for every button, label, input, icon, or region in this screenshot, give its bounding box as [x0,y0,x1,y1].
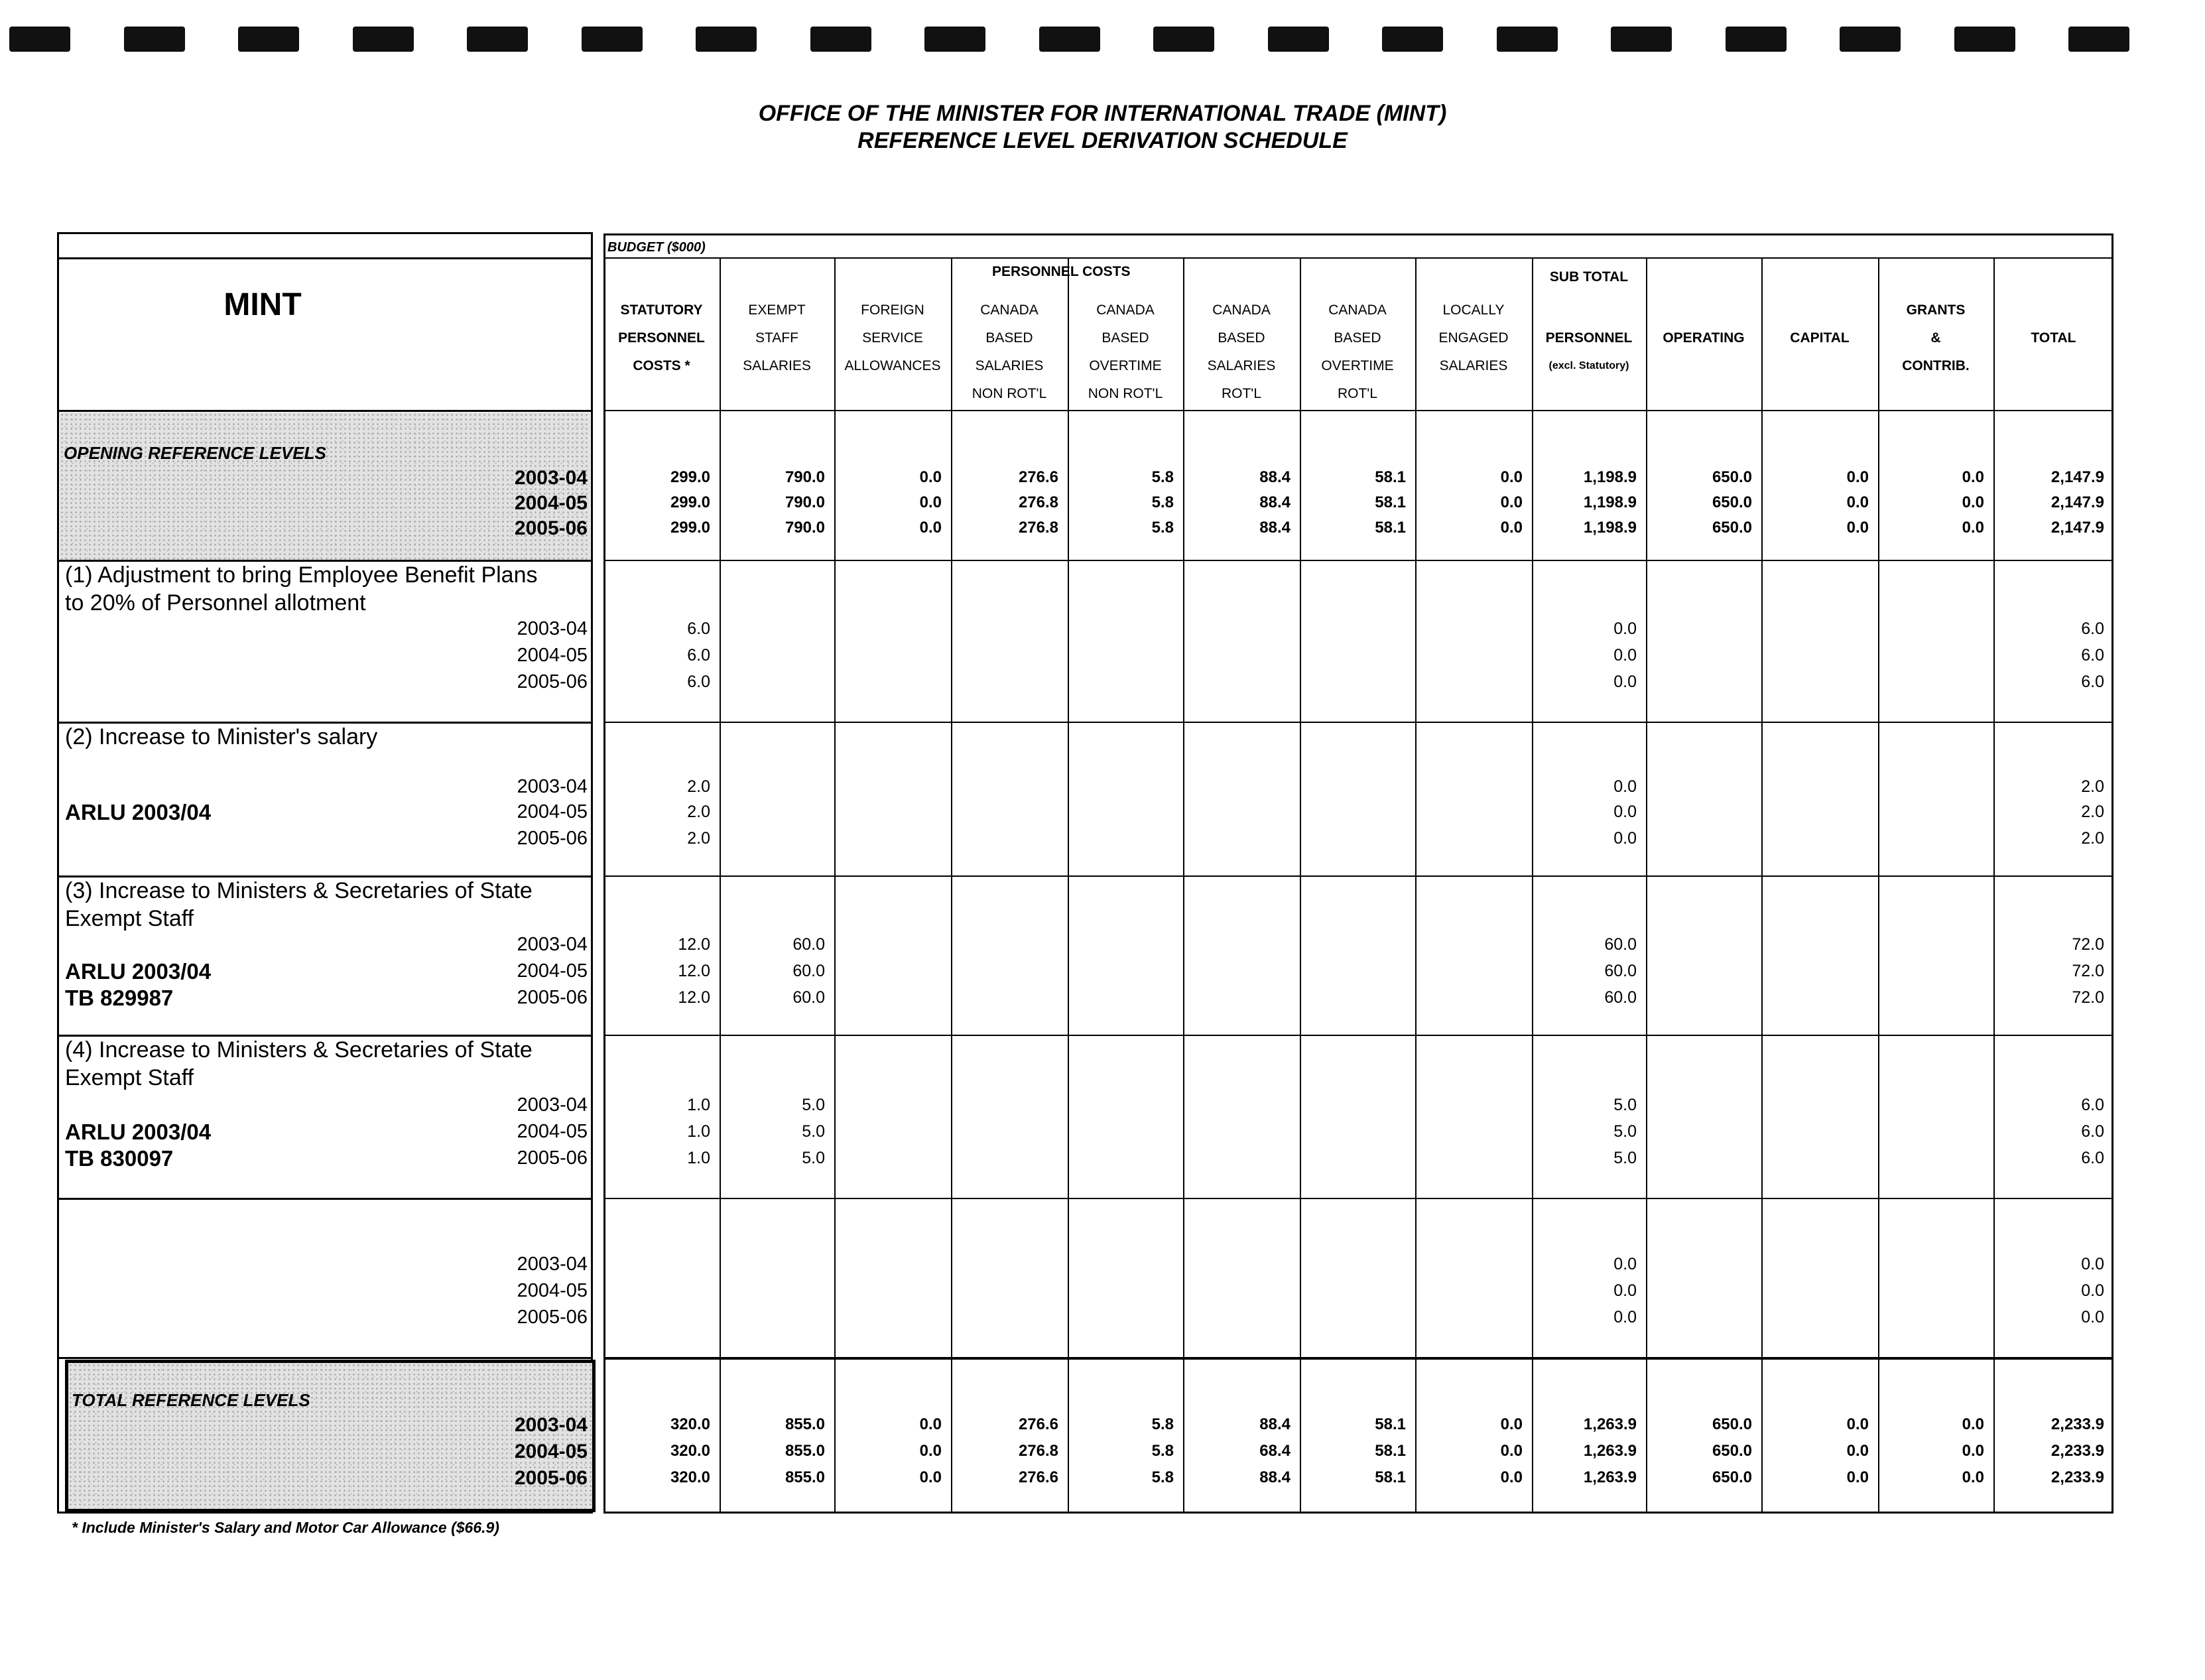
column-header-line: SUB TOTAL [1549,269,1629,285]
opening-cell: 650.0 [1712,493,1752,511]
total-cell: 0.0 [919,1442,942,1460]
adjustment-year: 2004-05 [517,801,588,822]
total-cell: 650.0 [1712,1415,1752,1433]
punch-hole [1153,27,1214,52]
total-cell: 0.0 [1962,1442,1984,1460]
total-cell: 58.1 [1375,1468,1406,1486]
divider [57,410,593,412]
punch-hole [810,27,871,52]
total-cell: 2,233.9 [2050,1415,2104,1433]
opening-cell: 0.0 [919,493,942,511]
opening-cell: 790.0 [785,468,825,486]
column-header-line: BASED [1334,330,1381,346]
opening-cell: 1,198.9 [1583,493,1637,511]
adjustment-year: 2003-04 [517,618,588,639]
organization-name: MINT [223,287,302,322]
opening-cell: 2,147.9 [2050,468,2104,486]
column-header-line: EXEMPT [748,302,806,318]
punch-hole [9,27,70,52]
punch-hole [1497,27,1558,52]
adjustment-cell: 0.0 [1613,646,1637,665]
row-rule [603,560,2113,561]
adjustment-cell: 0.0 [1613,803,1637,821]
adjustment-title: (1) Adjustment to bring Employee Benefit Plans [65,562,538,588]
personnel-costs-label: PERSONNEL COSTS [992,264,1131,279]
column-header-line: CANADA [1212,302,1271,318]
adjustment-cell: 60.0 [792,962,825,980]
opening-cell: 5.8 [1151,493,1174,511]
adjustment-title: Exempt Staff [65,1065,194,1090]
column-header-line: ENGAGED [1438,330,1509,346]
opening-cell: 0.0 [919,519,942,537]
total-cell: 0.0 [1500,1468,1523,1486]
total-cell: 276.6 [1018,1468,1058,1486]
opening-year: 2005-06 [514,517,588,539]
total-cell: 5.8 [1151,1468,1174,1486]
adjustment-cell: 5.0 [1613,1149,1637,1167]
reference-tag: ARLU 2003/04 [65,959,212,984]
column-rule [1878,259,1879,1512]
column-header-line: OPERATING [1663,330,1745,346]
adjustment-year: 2004-05 [517,1280,588,1301]
adjustment-cell: 12.0 [678,935,710,954]
total-cell: 5.8 [1151,1415,1174,1433]
column-header-line: OVERTIME [1089,358,1162,373]
adjustment-cell: 0.0 [1613,1255,1637,1273]
column-header-line: & [1930,330,1941,346]
column-header-line: CANADA [1328,302,1387,318]
opening-cell: 58.1 [1375,493,1406,511]
row-rule [603,722,2113,723]
total-cell: 88.4 [1259,1415,1291,1433]
adjustment-cell: 6.0 [687,673,710,691]
adjustment-cell: 6.0 [2081,646,2104,665]
adjustment-title: Exempt Staff [65,906,194,931]
opening-cell: 0.0 [1500,468,1523,486]
column-header-line: CAPITAL [1790,330,1850,346]
adjustment-cell: 0.0 [1613,777,1637,796]
column-rule [720,259,721,1512]
adjustment-cell: 6.0 [687,619,710,638]
adjustment-cell: 0.0 [2081,1308,2104,1326]
opening-cell: 0.0 [919,468,942,486]
column-header-line: SERVICE [862,330,923,346]
total-cell: 1,263.9 [1583,1468,1637,1486]
opening-cell: 276.6 [1018,468,1058,486]
adjustment-cell: 0.0 [1613,1308,1637,1326]
opening-cell: 88.4 [1259,493,1291,511]
adjustment-cell: 1.0 [687,1149,710,1167]
column-header-line: OVERTIME [1321,358,1394,373]
adjustment-year: 2003-04 [517,776,588,797]
adjustment-year: 2003-04 [517,934,588,955]
adjustment-cell: 60.0 [1604,935,1637,954]
column-header-line: SALARIES [975,358,1044,373]
column-header-line: PERSONNEL [618,330,705,346]
document-title: OFFICE OF THE MINISTER FOR INTERNATIONAL TRADE (MINT) [758,101,1447,126]
opening-cell: 5.8 [1151,519,1174,537]
punch-hole [1726,27,1787,52]
adjustment-year: 2005-06 [517,987,588,1008]
opening-cell: 2,147.9 [2050,519,2104,537]
column-header-line: NON ROT'L [1088,386,1163,401]
total-cell: 855.0 [785,1442,825,1460]
total-cell: 5.8 [1151,1442,1174,1460]
adjustment-cell: 0.0 [1613,673,1637,691]
total-cell: 0.0 [919,1415,942,1433]
total-cell: 650.0 [1712,1442,1752,1460]
total-cell: 2,233.9 [2050,1442,2104,1460]
total-cell: 0.0 [919,1468,942,1486]
column-rule [1183,259,1184,1512]
opening-cell: 0.0 [1846,519,1869,537]
adjustment-cell: 5.0 [802,1122,825,1141]
opening-cell: 299.0 [670,468,710,486]
adjustment-cell: 60.0 [792,988,825,1007]
adjustment-title: (2) Increase to Minister's salary [65,724,378,749]
column-rule [834,259,836,1512]
adjustment-year: 2004-05 [517,1121,588,1142]
column-header-line: PERSONNEL [1545,330,1633,346]
total-reference-levels-label: TOTAL REFERENCE LEVELS [72,1390,310,1410]
divider [57,1357,593,1359]
reference-tag: ARLU 2003/04 [65,1120,212,1144]
total-year: 2003-04 [514,1414,588,1436]
adjustment-year: 2004-05 [517,960,588,982]
punch-hole [124,27,185,52]
column-rule [1761,259,1763,1512]
opening-cell: 88.4 [1259,468,1291,486]
total-cell: 1,263.9 [1583,1415,1637,1433]
adjustment-cell: 6.0 [2081,1149,2104,1167]
opening-cell: 0.0 [1846,468,1869,486]
adjustment-cell: 0.0 [1613,619,1637,638]
opening-cell: 276.8 [1018,493,1058,511]
opening-cell: 2,147.9 [2050,493,2104,511]
total-cell: 320.0 [670,1415,710,1433]
column-header-line: BASED [1102,330,1149,346]
column-header-line: STATUTORY [620,302,703,318]
total-cell: 320.0 [670,1468,710,1486]
opening-cell: 0.0 [1962,468,1984,486]
column-rule [951,259,952,1512]
adjustment-cell: 60.0 [792,935,825,954]
row-rule [603,257,2113,259]
column-header-line: ALLOWANCES [844,358,941,373]
column-header-line: FOREIGN [861,302,924,318]
opening-cell: 276.8 [1018,519,1058,537]
footnote: * Include Minister's Salary and Motor Car Allowance ($66.9) [72,1519,499,1536]
adjustment-cell: 72.0 [2072,935,2104,954]
punch-hole [1840,27,1901,52]
budget-grid [603,233,2113,1514]
total-cell: 650.0 [1712,1468,1752,1486]
punch-hole [1382,27,1443,52]
punch-hole [696,27,757,52]
opening-cell: 58.1 [1375,468,1406,486]
total-cell: 855.0 [785,1468,825,1486]
opening-year: 2004-05 [514,492,588,514]
opening-cell: 650.0 [1712,519,1752,537]
column-header-line: SALARIES [1207,358,1276,373]
adjustment-cell: 0.0 [1613,829,1637,848]
reference-tag: TB 829987 [65,986,174,1010]
adjustment-cell: 5.0 [1613,1096,1637,1114]
opening-cell: 1,198.9 [1583,468,1637,486]
column-header-line: CANADA [1096,302,1155,318]
adjustment-cell: 1.0 [687,1096,710,1114]
row-rule [603,1357,2113,1360]
punch-hole [467,27,528,52]
row-rule [603,1035,2113,1036]
adjustment-cell: 72.0 [2072,988,2104,1007]
opening-cell: 0.0 [1500,519,1523,537]
total-cell: 0.0 [1962,1415,1984,1433]
opening-cell: 1,198.9 [1583,519,1637,537]
total-year: 2004-05 [514,1441,588,1462]
adjustment-cell: 5.0 [1613,1122,1637,1141]
column-header-line: COSTS * [633,358,690,373]
punch-hole [2068,27,2129,52]
total-cell: 88.4 [1259,1468,1291,1486]
opening-year: 2003-04 [514,467,588,489]
punch-hole [582,27,643,52]
row-rule [603,1198,2113,1199]
opening-cell: 0.0 [1846,493,1869,511]
column-header-line: ROT'L [1337,386,1378,401]
adjustment-cell: 1.0 [687,1122,710,1141]
adjustment-cell: 5.0 [802,1149,825,1167]
adjustment-year: 2004-05 [517,645,588,666]
column-header-line: LOCALLY [1442,302,1505,318]
column-header-line: GRANTS [1906,302,1966,318]
total-cell: 0.0 [1500,1442,1523,1460]
adjustment-year: 2003-04 [517,1254,588,1275]
punch-hole [353,27,414,52]
row-rule [603,875,2113,877]
adjustment-cell: 6.0 [2081,673,2104,691]
adjustment-cell: 5.0 [802,1096,825,1114]
column-header-line: SALARIES [743,358,811,373]
total-cell: 276.6 [1018,1415,1058,1433]
adjustment-cell: 12.0 [678,988,710,1007]
adjustment-cell: 6.0 [2081,1122,2104,1141]
opening-cell: 0.0 [1500,493,1523,511]
total-cell: 855.0 [785,1415,825,1433]
adjustment-cell: 72.0 [2072,962,2104,980]
reference-tag: TB 830097 [65,1146,174,1171]
column-header-line: ROT'L [1221,386,1262,401]
column-header-line: BASED [985,330,1033,346]
divider [57,1198,593,1200]
opening-cell: 299.0 [670,519,710,537]
punch-hole [924,27,985,52]
total-cell: 0.0 [1846,1442,1869,1460]
opening-cell: 0.0 [1962,493,1984,511]
row-rule [603,410,2113,411]
total-cell: 0.0 [1962,1468,1984,1486]
total-cell: 68.4 [1259,1442,1291,1460]
opening-cell: 0.0 [1962,519,1984,537]
opening-cell: 5.8 [1151,468,1174,486]
adjustment-cell: 0.0 [2081,1255,2104,1273]
adjustment-year: 2005-06 [517,1147,588,1169]
column-header-line: (excl. Statutory) [1548,360,1629,371]
punch-hole [1611,27,1672,52]
punch-hole [1039,27,1100,52]
total-cell: 0.0 [1500,1415,1523,1433]
column-rule [1300,259,1301,1512]
divider [57,257,593,259]
column-header-line: STAFF [755,330,798,346]
column-header-line: SALARIES [1439,358,1508,373]
punch-hole [238,27,299,52]
adjustment-year: 2005-06 [517,828,588,849]
adjustment-cell: 2.0 [2081,777,2104,796]
opening-cell: 58.1 [1375,519,1406,537]
column-rule [1068,259,1069,1512]
adjustment-cell: 60.0 [1604,962,1637,980]
total-cell: 0.0 [1846,1468,1869,1486]
total-cell: 276.8 [1018,1442,1058,1460]
adjustment-cell: 0.0 [2081,1281,2104,1300]
adjustment-cell: 2.0 [2081,829,2104,848]
adjustment-year: 2003-04 [517,1094,588,1116]
opening-cell: 650.0 [1712,468,1752,486]
total-cell: 1,263.9 [1583,1442,1637,1460]
document-subtitle: REFERENCE LEVEL DERIVATION SCHEDULE [857,128,1348,153]
total-cell: 2,233.9 [2050,1468,2104,1486]
column-header-line: CANADA [980,302,1039,318]
adjustment-cell: 2.0 [687,803,710,821]
adjustment-title: (3) Increase to Ministers & Secretaries of State [65,878,533,903]
total-cell: 0.0 [1846,1415,1869,1433]
adjustment-cell: 2.0 [687,829,710,848]
opening-cell: 790.0 [785,519,825,537]
budget-label: BUDGET ($000) [607,240,706,255]
adjustment-cell: 2.0 [687,777,710,796]
adjustment-cell: 6.0 [687,646,710,665]
opening-cell: 790.0 [785,493,825,511]
total-cell: 58.1 [1375,1415,1406,1433]
adjustment-year: 2005-06 [517,1307,588,1328]
opening-reference-levels-label: OPENING REFERENCE LEVELS [64,443,326,463]
adjustment-cell: 12.0 [678,962,710,980]
total-cell: 320.0 [670,1442,710,1460]
adjustment-cell: 0.0 [1613,1281,1637,1300]
adjustment-cell: 2.0 [2081,803,2104,821]
adjustment-cell: 6.0 [2081,1096,2104,1114]
adjustment-year: 2005-06 [517,671,588,692]
total-cell: 58.1 [1375,1442,1406,1460]
column-rule [1415,259,1417,1512]
adjustment-title: to 20% of Personnel allotment [65,590,366,615]
punch-hole [1268,27,1329,52]
opening-cell: 88.4 [1259,519,1291,537]
column-header-line: BASED [1218,330,1265,346]
column-rule [1646,259,1647,1512]
total-year: 2005-06 [514,1467,588,1489]
punch-hole [1954,27,2015,52]
adjustment-title: (4) Increase to Ministers & Secretaries of State [65,1037,533,1063]
column-header-line: NON ROT'L [972,386,1047,401]
adjustment-cell: 60.0 [1604,988,1637,1007]
adjustment-cell: 6.0 [2081,619,2104,638]
column-header-line: CONTRIB. [1902,358,1970,373]
reference-tag: ARLU 2003/04 [65,800,212,824]
opening-cell: 299.0 [670,493,710,511]
column-header-line: TOTAL [2031,330,2076,346]
